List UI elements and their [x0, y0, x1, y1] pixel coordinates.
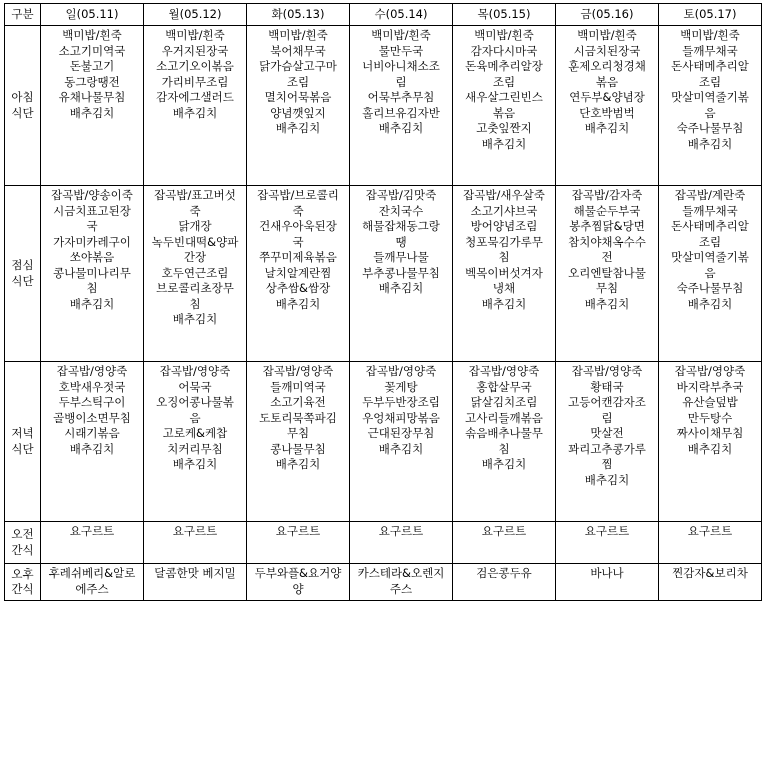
menu-item: 침 [498, 250, 510, 264]
menu-cell [659, 26, 762, 186]
weekly-meal-table [4, 3, 762, 601]
menu-item: 해물잡채동그랑 [362, 219, 440, 233]
menu-item: 숙주나물무침 [676, 281, 744, 295]
menu-item: 검은콩두유 [476, 566, 532, 580]
menu-cell [453, 362, 556, 522]
meal-label-line: 저녁 [11, 426, 34, 440]
menu-item: 배추김치 [584, 472, 630, 487]
menu-cell [556, 362, 659, 522]
menu-item: 해물순두부국 [573, 203, 641, 218]
menu-item: 오징어콩나물볶 [156, 395, 234, 409]
meal-label-line: 식단 [11, 105, 34, 120]
menu-item: 잡곡밥/영양죽 [468, 364, 540, 378]
menu-item: 백미밥/흰죽 [268, 28, 328, 42]
menu-item: 에주스 [75, 581, 109, 596]
menu-cell [247, 522, 350, 564]
menu-item: 소고기오이볶음 [156, 59, 234, 73]
menu-item: 전 [601, 250, 613, 264]
menu-item: 들깨무채국 [682, 203, 738, 218]
menu-item: 잡곡밥/감자죽 [571, 188, 643, 202]
menu-item: 부추콩나물무침 [362, 265, 440, 280]
menu-item: 바나나 [590, 566, 624, 580]
menu-item: 어묵국 [178, 379, 212, 394]
menu-cell [350, 564, 453, 601]
menu-item: 감자에그샐러드 [156, 90, 234, 104]
menu-item: 유산슬덮밥 [682, 395, 738, 409]
menu-item: 조림 [492, 74, 516, 89]
menu-cell [144, 362, 247, 522]
menu-item: 배추김치 [378, 121, 424, 135]
menu-body [5, 26, 762, 601]
menu-item: 상추쌈&쌈장 [265, 281, 331, 295]
menu-item: 무침 [595, 281, 619, 295]
menu-item: 침 [189, 296, 201, 311]
menu-item: 돈사태메추리알 [671, 219, 749, 233]
menu-item: 배추김치 [378, 281, 424, 295]
menu-item: 고로케&케찹 [162, 426, 228, 440]
menu-item: 요구르트 [275, 524, 321, 538]
day-header-sun: 일(05.11) [41, 4, 144, 26]
menu-item: 우거지된장국 [161, 43, 229, 58]
meal-row-morning-snack [5, 522, 762, 564]
menu-item: 음 [189, 410, 201, 425]
menu-item: 브로콜리초장무 [156, 281, 234, 295]
menu-cell [144, 522, 247, 564]
menu-cell [556, 186, 659, 362]
menu-item: 죽 [189, 203, 201, 218]
meal-label-lunch [5, 186, 41, 362]
menu-item: 녹두빈대떡&양파 [151, 234, 239, 249]
menu-cell [350, 522, 453, 564]
menu-item: 멸치어묵볶음 [264, 90, 332, 104]
menu-item: 고사리들깨볶음 [465, 410, 543, 425]
menu-item: 닭개장 [178, 219, 212, 233]
menu-cell [659, 186, 762, 362]
meal-label-line: 간식 [11, 582, 34, 596]
menu-item: 소고기샤브국 [470, 203, 538, 218]
menu-item: 쭈꾸미제육볶음 [259, 250, 337, 264]
menu-item: 들깨무채국 [682, 43, 738, 58]
menu-item: 바지락부추국 [676, 379, 744, 394]
menu-cell [659, 362, 762, 522]
menu-item: 배추김치 [481, 296, 527, 311]
day-header-wed: 수(05.14) [350, 4, 453, 26]
menu-cell [453, 26, 556, 186]
menu-item: 요구르트 [687, 524, 733, 538]
day-header-mon: 월(05.12) [144, 4, 247, 26]
menu-item: 고등어캔감자조 [568, 395, 646, 409]
menu-item: 침 [498, 441, 510, 456]
menu-item: 양념깻잎지 [270, 105, 326, 120]
menu-cell [144, 186, 247, 362]
menu-item: 콩나물미나리무 [53, 265, 131, 280]
day-header-tue: 화(05.13) [247, 4, 350, 26]
menu-item: 백미밥/흰죽 [577, 28, 637, 42]
menu-item: 방어양념조림 [470, 219, 538, 233]
menu-item: 잡곡밥/김맛죽 [365, 188, 437, 202]
menu-item: 유채나물무침 [58, 90, 126, 104]
menu-item: 쏘야볶음 [69, 250, 115, 264]
menu-item: 들깨무나물 [373, 250, 429, 264]
menu-item: 배추김치 [172, 312, 218, 326]
menu-item: 두부두반장조림 [362, 395, 440, 409]
menu-item: 벡목이버섯겨자 [465, 265, 543, 280]
menu-item: 잡곡밥/계란죽 [674, 188, 746, 202]
menu-item: 짜사이채무침 [676, 426, 744, 440]
menu-item: 림 [601, 410, 613, 425]
menu-item: 음 [704, 105, 716, 120]
meal-label-line: 식단 [11, 273, 34, 288]
menu-item: 꽈리고추콩가루 [568, 441, 646, 456]
menu-item: 배추김치 [69, 105, 115, 120]
menu-cell [659, 564, 762, 601]
menu-item: 침 [86, 281, 98, 295]
menu-item: 봉추찜닭&당면 [569, 219, 645, 233]
menu-item: 간장 [183, 250, 207, 264]
menu-item: 백미밥/흰죽 [680, 28, 740, 42]
menu-item: 달콤한맛 베지밀 [154, 566, 236, 580]
menu-cell [41, 522, 144, 564]
menu-item: 림 [395, 74, 407, 89]
day-header-thu: 목(05.15) [453, 4, 556, 26]
menu-item: 홍합살무국 [476, 379, 532, 394]
menu-item: 소고기육전 [270, 395, 326, 409]
menu-item: 훈제오리청경채 [568, 59, 646, 73]
menu-item: 땡 [395, 234, 407, 249]
corner-cell: 구분 [5, 4, 41, 26]
menu-item: 배추김치 [687, 441, 733, 456]
menu-item: 잡곡밥/영양죽 [262, 364, 334, 378]
meal-row-lunch [5, 186, 762, 362]
meal-row-breakfast [5, 26, 762, 186]
menu-cell [247, 186, 350, 362]
menu-item: 국 [86, 219, 98, 233]
menu-item: 음 [704, 265, 716, 280]
menu-item: 감자다시마국 [470, 43, 538, 58]
menu-item: 가자미카레구이 [53, 234, 131, 249]
menu-cell [659, 522, 762, 564]
menu-item: 시금치표고된장 [53, 203, 131, 218]
menu-item: 연두부&양념장 [569, 90, 645, 104]
menu-item: 배추김치 [172, 105, 218, 120]
menu-cell [556, 522, 659, 564]
menu-cell [556, 564, 659, 601]
meal-label-line: 식단 [11, 441, 34, 456]
menu-cell [247, 564, 350, 601]
menu-item: 새우살그린빈스 [465, 90, 543, 104]
menu-cell [350, 186, 453, 362]
menu-item: 근대된장무침 [367, 426, 435, 440]
menu-item: 배추김치 [275, 121, 321, 135]
menu-item: 돈육메추리알장 [465, 59, 543, 73]
meal-label-line: 간식 [11, 542, 34, 557]
meal-label-line: 오후 [11, 566, 34, 581]
menu-item: 돈사태메추리알 [671, 59, 749, 73]
menu-item: 배추김치 [481, 136, 527, 151]
menu-item: 잡곡밥/브로콜리 [257, 188, 339, 202]
meal-label-morning-snack [5, 522, 41, 564]
menu-item: 홀리브유김자반 [362, 105, 440, 120]
menu-item: 청포묵김가루무 [465, 234, 543, 249]
menu-item: 잡곡밥/영양죽 [56, 364, 128, 378]
menu-cell [247, 26, 350, 186]
menu-item: 단호박범벅 [579, 105, 635, 120]
menu-cell [247, 362, 350, 522]
menu-item: 배추김치 [69, 296, 115, 311]
menu-item: 국 [292, 234, 304, 249]
menu-item: 맛살미역줄기볶 [671, 250, 749, 264]
day-header-fri: 금(05.16) [556, 4, 659, 26]
menu-item: 물만두국 [378, 43, 424, 58]
meal-label-line: 오전 [11, 527, 34, 541]
menu-cell [144, 26, 247, 186]
menu-item: 배추김치 [69, 441, 115, 456]
menu-item: 백미밥/흰죽 [165, 28, 225, 42]
menu-item: 황태국 [590, 379, 624, 394]
header-row [5, 4, 762, 26]
meal-label-dinner [5, 362, 41, 522]
menu-item: 요구르트 [172, 524, 218, 538]
menu-item: 배추김치 [481, 457, 527, 471]
menu-item: 날치알계란찜 [264, 265, 332, 280]
menu-cell [41, 26, 144, 186]
meal-label-line: 아침 [11, 90, 34, 104]
menu-item: 배추김치 [275, 296, 321, 311]
menu-item: 닭살김치조림 [470, 395, 538, 409]
menu-cell [350, 362, 453, 522]
menu-item: 시금치된장국 [573, 43, 641, 58]
menu-item: 주스 [389, 581, 413, 596]
meal-label-breakfast [5, 26, 41, 186]
menu-item: 잡곡밥/표고버섯 [154, 188, 236, 202]
menu-cell [453, 522, 556, 564]
menu-item: 백미밥/흰죽 [371, 28, 431, 42]
menu-item: 골뱅이소면무침 [53, 410, 131, 425]
menu-item: 요구르트 [481, 524, 527, 538]
menu-item: 북어채무국 [270, 43, 326, 58]
menu-item: 닭가슴살고구마 [259, 59, 337, 73]
meal-row-afternoon-snack [5, 564, 762, 601]
menu-item: 요구르트 [378, 524, 424, 538]
menu-cell [144, 564, 247, 601]
menu-item: 후레쉬베리&알로 [48, 566, 136, 580]
menu-item: 배추김치 [584, 121, 630, 135]
menu-item: 무침 [286, 426, 310, 440]
menu-item: 호박새우젓국 [58, 379, 126, 394]
menu-item: 배추김치 [172, 457, 218, 471]
menu-item: 우엉채피망볶음 [362, 410, 440, 425]
menu-item: 오리엔탈참나물 [568, 265, 646, 280]
menu-cell [41, 564, 144, 601]
menu-item: 맛살전 [590, 426, 624, 440]
menu-item: 솎음배추나물무 [465, 426, 543, 440]
menu-item: 배추김치 [687, 296, 733, 311]
menu-item: 두부와플&요거양 [254, 566, 342, 580]
menu-item: 잔치국수 [378, 203, 424, 218]
menu-item: 배추김치 [275, 457, 321, 471]
menu-item: 두부스틱구이 [58, 395, 126, 409]
menu-item: 냉채 [492, 281, 516, 295]
menu-item: 건새우아욱된장 [259, 219, 337, 233]
menu-item: 요구르트 [69, 524, 115, 538]
menu-cell [41, 362, 144, 522]
meal-label-line: 점심 [11, 258, 34, 272]
menu-item: 찜 [601, 457, 613, 471]
menu-item: 시래기볶음 [64, 426, 120, 440]
menu-item: 참치야채옥수수 [568, 234, 646, 249]
menu-item: 양 [292, 581, 304, 596]
menu-item: 찐감자&보리차 [672, 566, 748, 580]
menu-item: 고춧잎짠지 [476, 121, 532, 135]
menu-item: 잡곡밥/영양죽 [571, 364, 643, 378]
menu-cell [453, 186, 556, 362]
menu-cell [453, 564, 556, 601]
menu-item: 치커리무침 [167, 441, 223, 456]
menu-item: 볶음 [595, 74, 619, 89]
menu-item: 볶음 [492, 105, 516, 120]
menu-item: 배추김치 [378, 441, 424, 456]
menu-item: 배추김치 [687, 136, 733, 151]
menu-item: 만두탕수 [687, 410, 733, 425]
day-header-sat: 토(05.17) [659, 4, 762, 26]
menu-item: 잡곡밥/양송이죽 [51, 188, 133, 202]
menu-item: 잡곡밥/영양죽 [365, 364, 437, 378]
menu-item: 잡곡밥/영양죽 [159, 364, 231, 378]
menu-item: 꽃게탕 [384, 379, 418, 394]
menu-cell [556, 26, 659, 186]
menu-item: 백미밥/흰죽 [474, 28, 534, 42]
menu-item: 잡곡밥/영양죽 [674, 364, 746, 378]
menu-cell [41, 186, 144, 362]
menu-item: 동그랑땡전 [64, 74, 120, 89]
menu-item: 잡곡밥/새우살죽 [463, 188, 545, 202]
meal-row-dinner [5, 362, 762, 522]
menu-item: 소고기미역국 [58, 43, 126, 58]
menu-cell [350, 26, 453, 186]
menu-item: 들깨미역국 [270, 379, 326, 394]
menu-item: 맛살미역줄기볶 [671, 90, 749, 104]
menu-item: 조림 [698, 234, 722, 249]
menu-item: 숙주나물무침 [676, 121, 744, 135]
menu-item: 너비아니채소조 [362, 59, 440, 73]
menu-item: 가리비무조림 [161, 74, 229, 89]
menu-item: 카스테라&오렌지 [357, 566, 445, 580]
menu-item: 돈불고기 [69, 59, 115, 73]
menu-item: 조림 [698, 74, 722, 89]
menu-item: 죽 [292, 203, 304, 218]
menu-item: 배추김치 [584, 296, 630, 311]
menu-item: 호두연근조림 [161, 265, 229, 280]
menu-item: 콩나물무침 [270, 441, 326, 456]
menu-item: 요구르트 [584, 524, 630, 538]
menu-item: 백미밥/흰죽 [62, 28, 122, 42]
menu-item: 도토리묵쪽파김 [259, 410, 337, 425]
meal-label-afternoon-snack [5, 564, 41, 601]
menu-item: 어묵부추무침 [367, 90, 435, 104]
menu-item: 조림 [286, 74, 310, 89]
